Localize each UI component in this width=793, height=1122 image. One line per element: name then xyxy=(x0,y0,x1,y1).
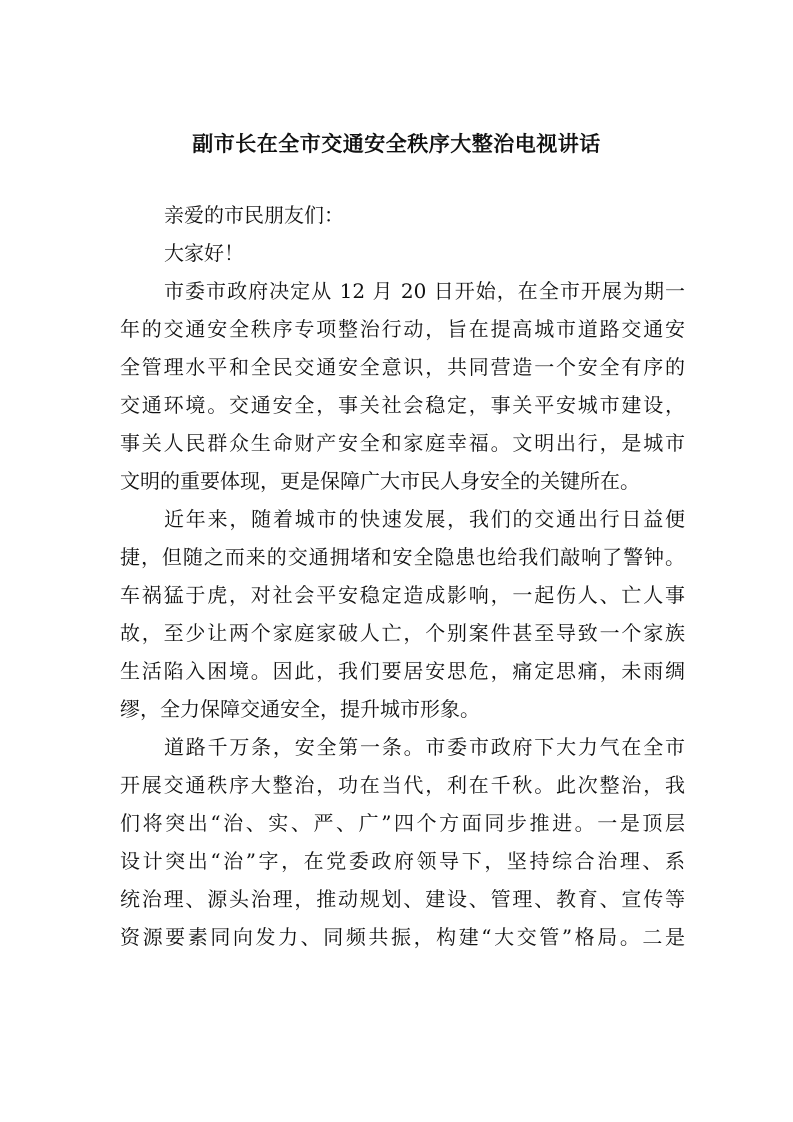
body-line: 车祸猛于虎，对社会平安稳定造成影响，一起伤人、亡人事 xyxy=(120,583,685,607)
body-line: 亲爱的市民朋友们： xyxy=(164,203,344,227)
body-line: 近年来，随着城市的快速发展，我们的交通出行日益便 xyxy=(164,507,685,531)
body-line: 开展交通秩序大整治，功在当代，利在千秋。此次整治，我 xyxy=(120,773,685,797)
body-line: 资源要素同向发力、同频共振，构建“大交管”格局。二是 xyxy=(120,925,685,949)
body-line: 交通环境。交通安全，事关社会稳定，事关平安城市建设， xyxy=(120,393,685,417)
body-line: 故，至少让两个家庭家破人亡，个别案件甚至导致一个家族 xyxy=(120,621,685,645)
body-line: 生活陷入困境。因此，我们要居安思危，痛定思痛，未雨绸 xyxy=(120,659,685,683)
document-title: 副市长在全市交通安全秩序大整治电视讲话 xyxy=(192,131,601,156)
body-line: 文明的重要体现，更是保障广大市民人身安全的关键所在。 xyxy=(120,469,640,493)
body-line: 道路千万条，安全第一条。市委市政府下大力气在全市 xyxy=(164,735,685,759)
body-line: 市委市政府决定从 12 月 20 日开始，在全市开展为期一 xyxy=(164,279,685,303)
body-line: 设计突出“治”字，在党委政府领导下，坚持综合治理、系 xyxy=(120,849,685,873)
body-line: 事关人民群众生命财产安全和家庭幸福。文明出行，是城市 xyxy=(120,431,685,455)
body-line: 们将突出“治、实、严、广”四个方面同步推进。一是顶层 xyxy=(120,811,685,835)
body-line: 缪，全力保障交通安全，提升城市形象。 xyxy=(120,697,480,721)
body-line: 统治理、源头治理，推动规划、建设、管理、教育、宣传等 xyxy=(120,887,685,911)
body-line: 大家好！ xyxy=(164,241,244,265)
body-line: 年的交通安全秩序专项整治行动，旨在提高城市道路交通安 xyxy=(120,317,685,341)
document-body xyxy=(120,196,685,956)
body-line: 捷，但随之而来的交通拥堵和安全隐患也给我们敲响了警钟。 xyxy=(120,545,685,569)
body-line: 全管理水平和全民交通安全意识，共同营造一个安全有序的 xyxy=(120,355,685,379)
